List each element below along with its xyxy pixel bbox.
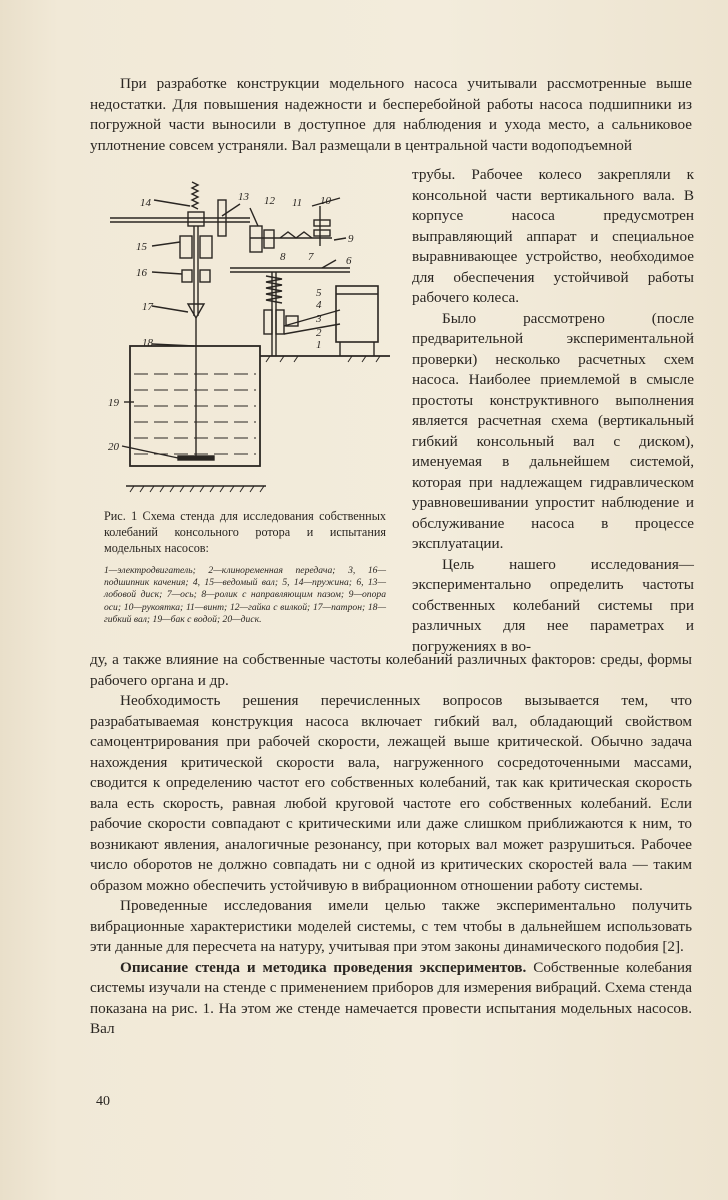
label-1: 1 — [316, 339, 322, 351]
label-10: 10 — [320, 195, 331, 207]
paragraph-2: Было рассмотрено (после предварительной экспериментальной проверки) несколько расчетных схем насоса. Наиболее приемлемой в смысле простоты конструктивного выполнения является расчетная схема (вертикальный гибкий консольный вал с диском), именуемая в дальнейшем системой, которая при надлежащем гидравлическом уравновешивании упростит наблюдение и обслуживание насоса в процессе эксплуатации. — [412, 309, 694, 552]
label-5: 5 — [316, 287, 322, 299]
label-20: 20 — [108, 441, 119, 453]
figure-caption: Рис. 1 Схема стенда для исследования собственных колебаний консольного ротора и испытания модельных насосов: — [104, 509, 386, 555]
paragraph-6-body: Собственные колебания системы изучали на стенде с применением приборов для измерения вибраций. Схема стенда показана на рис. 1. На этом же стенде намечается провести испытания модельных насосов. Вал — [90, 958, 692, 1037]
right-column — [412, 165, 694, 657]
label-3: 3 — [316, 313, 322, 325]
label-11: 11 — [292, 197, 303, 209]
lower-text — [90, 650, 692, 1040]
paragraph-5: Проведенные исследования имели целью также экспериментально получить вибрационные характеристики моделей системы, с тем чтобы в дальнейшем использовать эти данные для пересчета на натуру, учитывая при этом законы динамического подобия [2]. — [90, 897, 692, 955]
paragraph-3-start: Цель нашего исследования—экспериментально определить частоты собственных колебаний системы при различных для нее параметрах и погружениях в во- — [412, 555, 694, 655]
label-2: 2 — [316, 327, 322, 339]
paragraph-4: Необходимость решения перечисленных вопросов вызывается тем, что разрабатываемая конструкция насоса включает гибкий вал, обладающий свойством самоцентрирования при рабочей скорости, лежащей выше критической. Обычно задача нахождения критической скорости вала, нагруженного сосредоточенными массами, сводится к определению частот его собственных колебаний, так как критическая скорость вала есть скорость, равная любой круговой частоте его собственных колебаний. Если рабочие скорости совпадают с критическими или даже слишком приближаются к ним, то возникают явления, аналогичные резонансу, при которых вал может разрушиться. Рабочее число оборотов не должно совпадать ни с одной из критических скоростей вала — таким образом можно обеспечить устойчивую в вибрационном отношении работу системы. — [90, 692, 692, 894]
label-15: 15 — [136, 241, 147, 253]
page-number: 40 — [96, 1094, 110, 1109]
label-18: 18 — [142, 337, 153, 349]
paragraph-3-end: ду, а также влияние на собственные частоты колебаний различных факторов: среды, формы рабочего органа и др. — [90, 651, 692, 689]
label-8: 8 — [280, 251, 286, 263]
label-13: 13 — [238, 191, 249, 203]
label-4: 4 — [316, 299, 322, 311]
label-14: 14 — [140, 197, 151, 209]
paragraph-6 — [90, 958, 692, 1040]
paragraph-1-continued: трубы. Рабочее колесо закрепляли к консольной части вертикального вала. В корпусе насоса предусмотрен выправляющий аппарат и специальное выравнивающее устройство, необходимое для обеспечения устойчивой работы рабочего колеса. — [412, 166, 694, 306]
figure-1-diagram — [100, 176, 390, 498]
label-12: 12 — [264, 195, 275, 207]
section-heading: Описание стенда и методика проведения экспериментов. — [120, 958, 527, 976]
label-6: 6 — [346, 255, 352, 267]
paragraph-1-top: При разработке конструкции модельного насоса учитывали рассмотренные выше недостатки. Для повышения надежности и бесперебойной работы насоса подшипники из погружной части выносили в доступное для наблюдения и ухода место, а сальниковое уплотнение совсем устраняли. Вал размещали в центральной части водоподъемной — [90, 75, 692, 154]
label-7: 7 — [308, 251, 314, 263]
label-16: 16 — [136, 267, 147, 279]
label-9: 9 — [348, 233, 354, 245]
label-19: 19 — [108, 397, 119, 409]
label-17: 17 — [142, 301, 153, 313]
figure-legend: 1—электродвигатель; 2—клиноременная передача; 3, 16—подшипник качения; 4, 15—ведомый вал; 5, 14—пружина; 6, 13—лобовой диск; 7—ось; 8—ролик с направляющим пазом; 9—опора оси; 10—рукоятка; 11—винт; 12—гайка с вилкой; 17—патрон; 18—гибкий вал; 19—бак с водой; 20—диск. — [104, 565, 386, 625]
